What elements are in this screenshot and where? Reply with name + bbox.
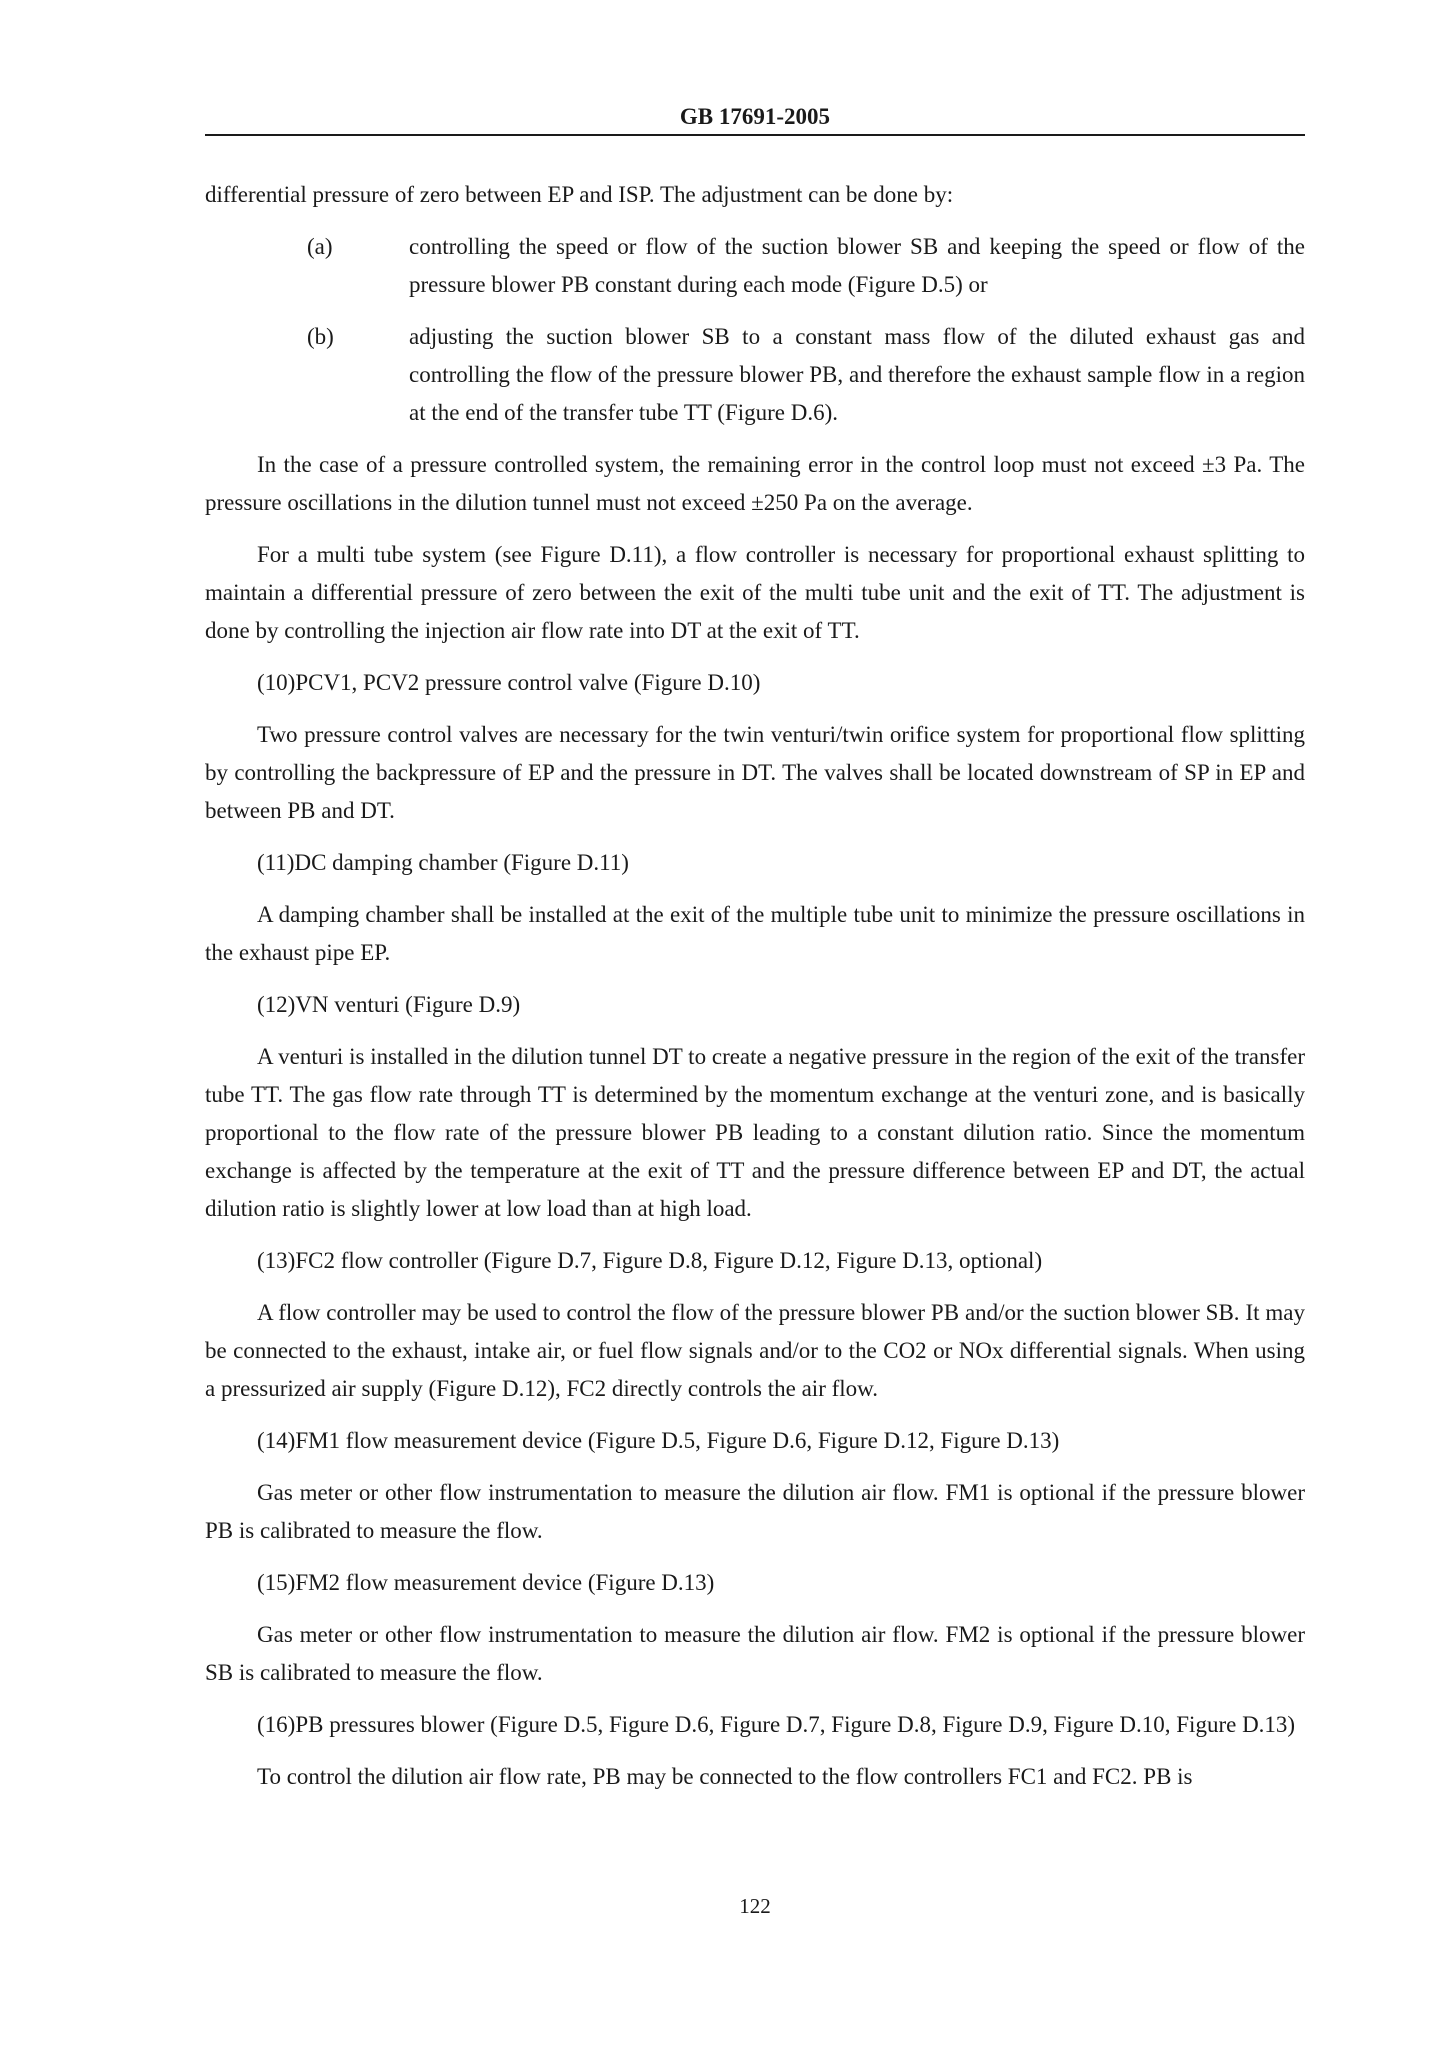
- paragraph-15: Gas meter or other flow instrumentation to measure the dilution air flow. FM2 is optional if the pressure blower SB is calibrated to measure the flow.: [205, 1622, 1305, 1685]
- paragraph-14: Gas meter or other flow instrumentation to measure the dilution air flow. FM1 is optional if the pressure blower PB is calibrated to measure the flow.: [205, 1480, 1305, 1543]
- paragraph-pressure-error: In the case of a pressure controlled system, the remaining error in the control loop must not exceed ±3 Pa. The pressure oscillations in the dilution tunnel must not exceed ±250 Pa on the average.: [205, 452, 1305, 515]
- section-heading-16: (16)PB pressures blower (Figure D.5, Figure D.6, Figure D.7, Figure D.8, Figure D.9, Figure D.10, Figure D.13): [257, 1712, 1296, 1737]
- paragraph-12: A venturi is installed in the dilution tunnel DT to create a negative pressure in the region of the exit of the transfer tube TT. The gas flow rate through TT is determined by the momentum exchange at the venturi zone, and is basically proportional to the flow rate of the pressure blower PB leading to a constant dilution ratio. Since the momentum exchange is affected by the temperature at the exit of TT and the pressure difference between EP and DT, the actual dilution ratio is slightly lower at low load than at high load.: [205, 1044, 1305, 1221]
- paragraph-13: A flow controller may be used to control the flow of the pressure blower PB and/or the suction blower SB. It may be connected to the exhaust, intake air, or fuel flow signals and/or to the CO2 or NOx differential signals. When using a pressurized air supply (Figure D.12), FC2 directly controls the air flow.: [205, 1300, 1305, 1401]
- paragraph-intro: differential pressure of zero between EP and ISP. The adjustment can be done by:: [205, 182, 954, 207]
- page-header-title: GB 17691-2005: [679, 104, 831, 129]
- paragraph-multi-tube: For a multi tube system (see Figure D.11), a flow controller is necessary for proportional exhaust splitting to maintain a differential pressure of zero between the exit of the multi tube unit and the exit of TT. The adjustment is done by controlling the injection air flow rate into DT at the exit of TT.: [205, 542, 1305, 643]
- header-rule: [205, 134, 1305, 136]
- list-item-a: [205, 228, 1305, 304]
- list-item-b-text: adjusting the suction blower SB to a constant mass flow of the diluted exhaust gas and controlling the flow of the pressure blower PB, and therefore the exhaust sample flow in a region at the end of the transfer tube TT (Figure D.6).: [409, 324, 1305, 425]
- page-number: 122: [739, 1894, 771, 1918]
- paragraph-11: A damping chamber shall be installed at the exit of the multiple tube unit to minimize the pressure oscillations in the exhaust pipe EP.: [205, 902, 1305, 965]
- section-heading-14: (14)FM1 flow measurement device (Figure D.5, Figure D.6, Figure D.12, Figure D.13): [257, 1428, 1060, 1453]
- list-item-a-label: (a): [307, 234, 333, 259]
- section-heading-12: (12)VN venturi (Figure D.9): [257, 992, 521, 1017]
- section-heading-15: (15)FM2 flow measurement device (Figure D.13): [257, 1570, 715, 1595]
- section-heading-11: (11)DC damping chamber (Figure D.11): [257, 850, 629, 875]
- list-item-a-text: controlling the speed or flow of the suction blower SB and keeping the speed or flow of the pressure blower PB constant during each mode (Figure D.5) or: [409, 234, 1305, 297]
- page-body: [205, 176, 1305, 1810]
- paragraph-10: Two pressure control valves are necessary for the twin venturi/twin orifice system for proportional flow splitting by controlling the backpressure of EP and the pressure in DT. The valves shall be located downstream of SP in EP and between PB and DT.: [205, 722, 1305, 823]
- paragraph-16: To control the dilution air flow rate, PB may be connected to the flow controllers FC1 and FC2. PB is: [257, 1764, 1193, 1789]
- section-heading-13: (13)FC2 flow controller (Figure D.7, Figure D.8, Figure D.12, Figure D.13, optional): [257, 1248, 1043, 1273]
- list-item-b: [205, 318, 1305, 432]
- section-heading-10: (10)PCV1, PCV2 pressure control valve (Figure D.10): [257, 670, 761, 695]
- list-item-b-label: (b): [307, 324, 334, 349]
